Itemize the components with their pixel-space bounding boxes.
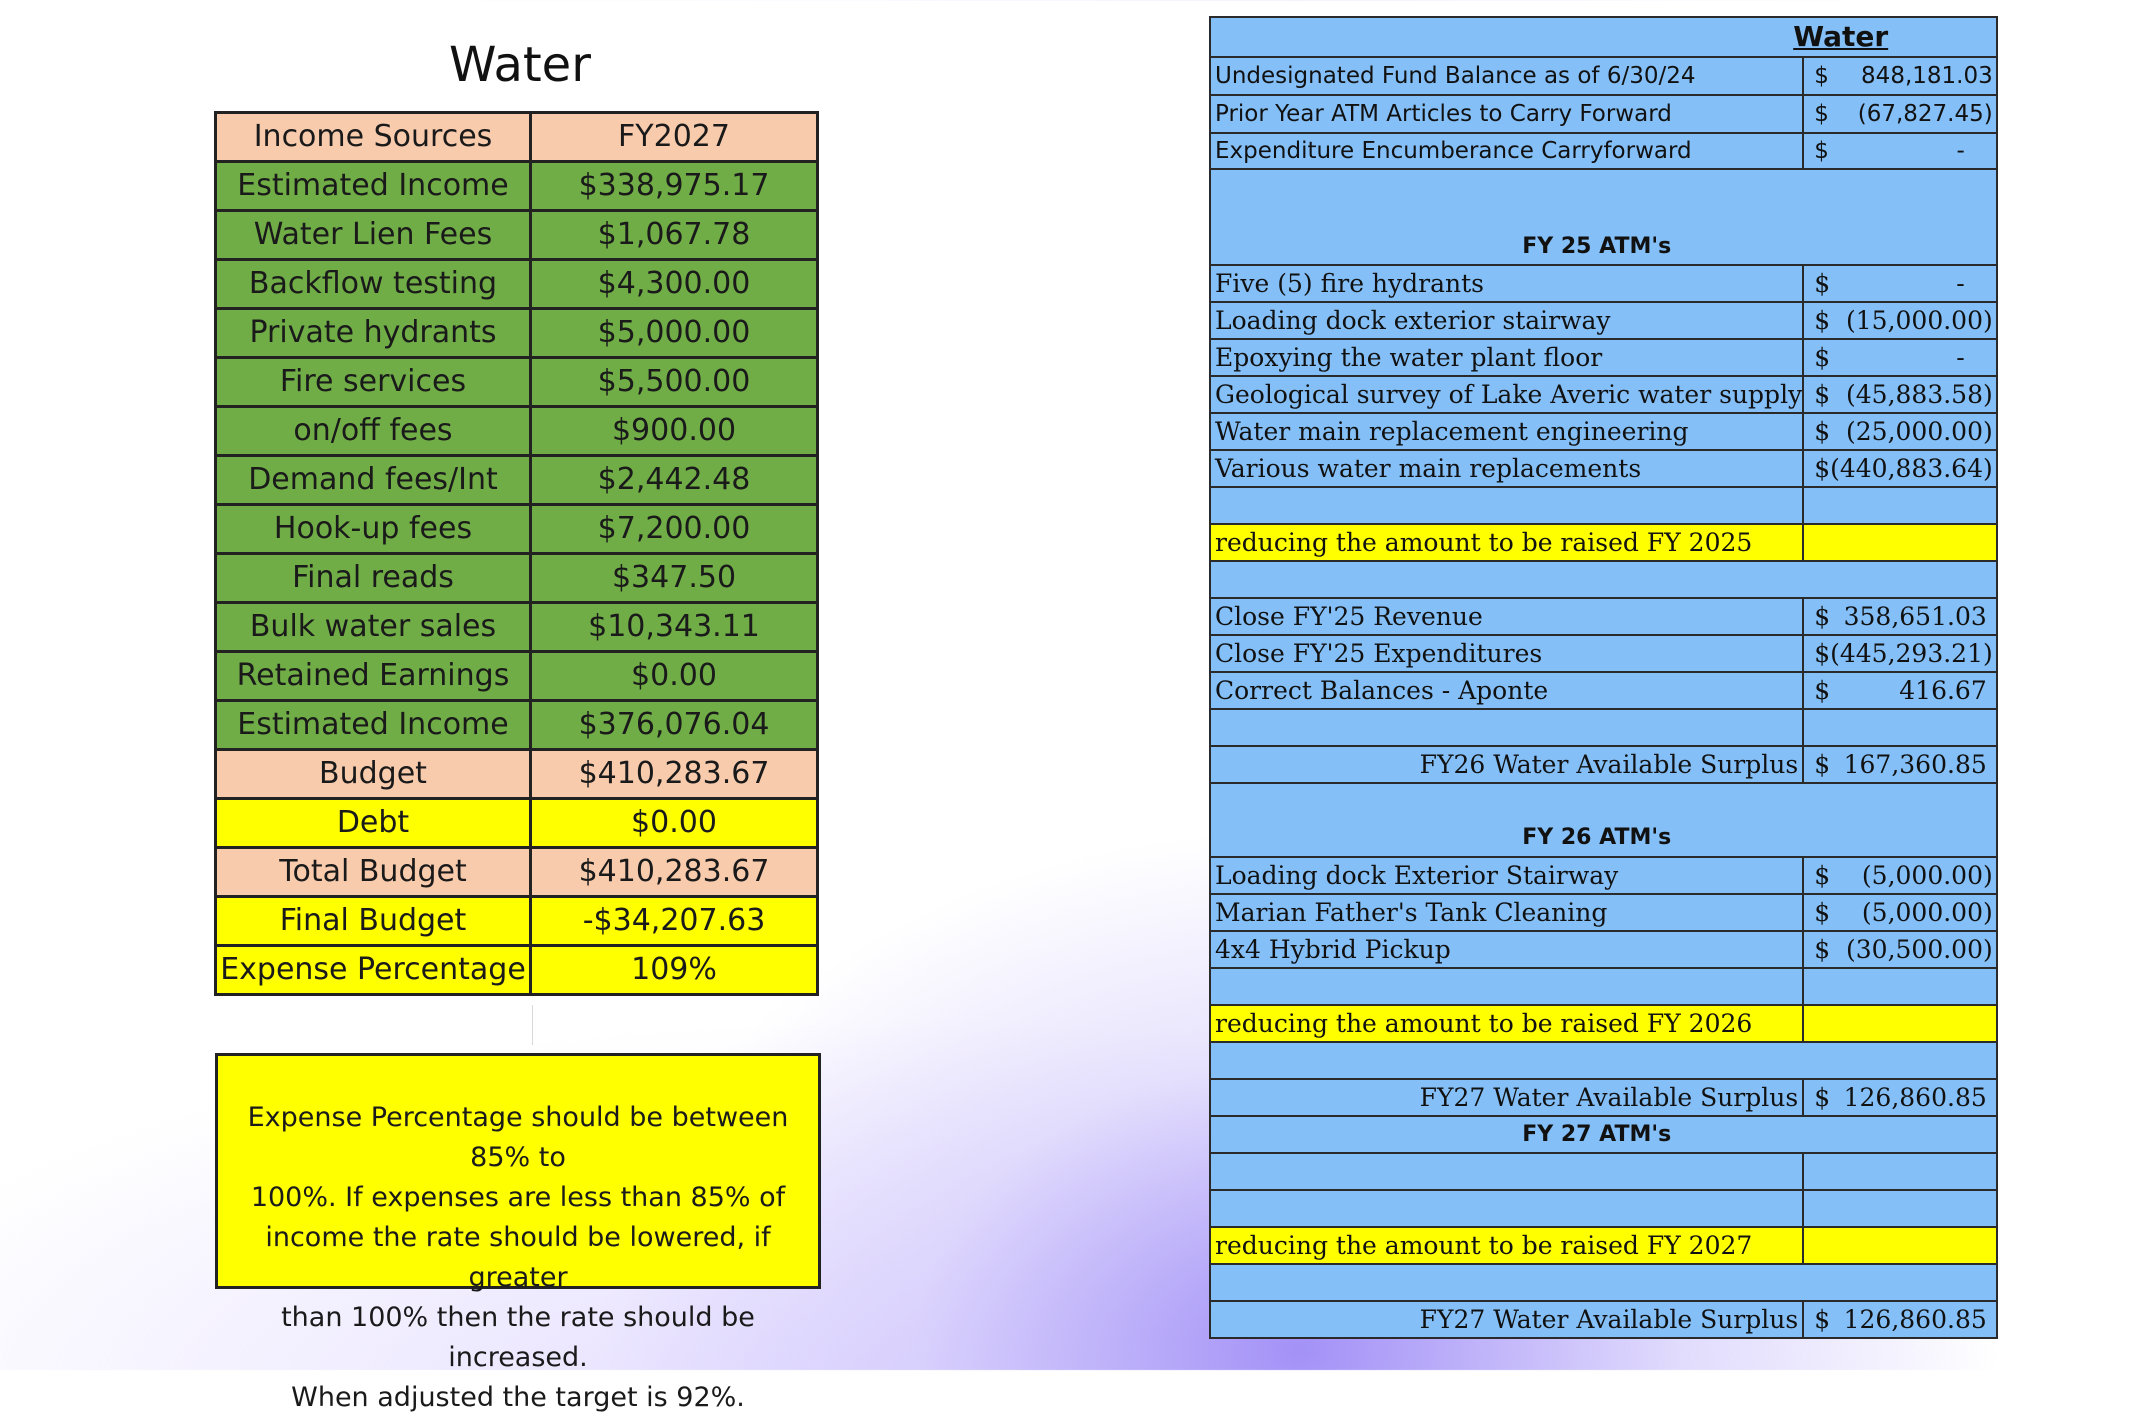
income-row-value: $410,283.67 bbox=[531, 750, 818, 799]
encumbrance-value: - bbox=[1956, 137, 1965, 164]
fy27-surplus-value: 126,860.85 bbox=[1843, 1083, 1987, 1112]
income-row-value: -$34,207.63 bbox=[531, 897, 818, 946]
blank-cell bbox=[1803, 1264, 1997, 1301]
blank-row bbox=[1210, 709, 1997, 746]
fy27-header: FY 27 ATM's bbox=[1522, 1121, 1672, 1147]
blank-cell bbox=[1210, 561, 1803, 598]
income-row-label: Private hydrants bbox=[216, 309, 531, 358]
income-row-label: Bulk water sales bbox=[216, 603, 531, 652]
close-item-value: 416.67 bbox=[1899, 676, 1987, 705]
currency-symbol: $ bbox=[1814, 62, 1829, 89]
note-line: than 100% then the rate should be increased. bbox=[281, 1302, 755, 1373]
expense-percentage-note bbox=[215, 1053, 821, 1413]
fy27-header-right bbox=[1803, 1116, 1997, 1153]
fy25-item-label: Loading dock exterior stairway bbox=[1210, 302, 1803, 339]
fy26-item-row bbox=[1210, 894, 1997, 931]
income-row bbox=[216, 701, 818, 750]
income-row-label: Demand fees/Int bbox=[216, 456, 531, 505]
income-row-value: $410,283.67 bbox=[531, 848, 818, 897]
fy26-item-row bbox=[1210, 857, 1997, 894]
fy26-item-row bbox=[1210, 931, 1997, 968]
fy26-header: FY 26 ATM's bbox=[1522, 825, 1672, 850]
fy25-item-value: (45,883.58) bbox=[1846, 380, 1993, 409]
blank-row bbox=[1210, 487, 1997, 524]
income-sources-body bbox=[216, 113, 818, 995]
fy25-header: FY 25 ATM's bbox=[1522, 233, 1672, 259]
prior-year-value: (67,827.45) bbox=[1857, 100, 1993, 127]
income-row-value: $10,343.11 bbox=[531, 603, 818, 652]
close-item-row bbox=[1210, 672, 1997, 709]
blank-cell bbox=[1210, 709, 1803, 746]
undesignated-value: 848,181.03 bbox=[1861, 62, 1993, 89]
income-row-label: Estimated Income bbox=[216, 701, 531, 750]
fy25-item-row bbox=[1210, 413, 1997, 450]
currency-symbol: $ bbox=[1814, 343, 1831, 372]
currency-symbol: $ bbox=[1814, 454, 1831, 483]
income-row bbox=[216, 456, 818, 505]
income-row-label: Estimated Income bbox=[216, 162, 531, 211]
income-row bbox=[216, 652, 818, 701]
currency-symbol: $ bbox=[1814, 100, 1829, 127]
income-row-label: Final Budget bbox=[216, 897, 531, 946]
close-item-label: Close FY'25 Expenditures bbox=[1210, 635, 1803, 672]
income-row bbox=[216, 750, 818, 799]
blank-cell bbox=[1803, 561, 1997, 598]
fy27-header-row bbox=[1210, 1116, 1997, 1153]
blank-row bbox=[1210, 1264, 1997, 1301]
income-row-value: $1,067.78 bbox=[531, 211, 818, 260]
income-row bbox=[216, 505, 818, 554]
income-sources-header: Income Sources bbox=[216, 113, 531, 162]
income-row-value: $900.00 bbox=[531, 407, 818, 456]
income-row-value: $2,442.48 bbox=[531, 456, 818, 505]
water-header-left bbox=[1210, 17, 1889, 57]
currency-symbol: $ bbox=[1814, 602, 1831, 631]
fy25-item-row bbox=[1210, 339, 1997, 376]
left-sheet-title: Water bbox=[449, 37, 591, 93]
blank-cell bbox=[1803, 1153, 1997, 1190]
spacer-cell bbox=[1210, 783, 1803, 820]
undesignated-label: Undesignated Fund Balance as of 6/30/24 bbox=[1210, 57, 1803, 95]
reduce-2027-value bbox=[1803, 1227, 1997, 1264]
reduce-2025-row bbox=[1210, 524, 1997, 561]
close-item-row bbox=[1210, 635, 1997, 672]
fy25-item-label: Epoxying the water plant floor bbox=[1210, 339, 1803, 376]
fy26-surplus-value: 167,360.85 bbox=[1843, 750, 1987, 779]
income-row-label: Expense Percentage bbox=[216, 946, 531, 995]
currency-symbol: $ bbox=[1814, 676, 1831, 705]
income-row-value: $0.00 bbox=[531, 799, 818, 848]
note-line: income the rate should be lowered, if greater bbox=[265, 1222, 771, 1293]
close-item-value: 358,651.03 bbox=[1843, 602, 1987, 631]
reduce-2026-value bbox=[1803, 1005, 1997, 1042]
income-row-label: Fire services bbox=[216, 358, 531, 407]
currency-symbol: $ bbox=[1814, 750, 1831, 779]
undesignated-row bbox=[1210, 57, 1997, 95]
fy25-item-value: (25,000.00) bbox=[1846, 417, 1993, 446]
income-row-label: Final reads bbox=[216, 554, 531, 603]
reduce-2026-row bbox=[1210, 1005, 1997, 1042]
fy26-item-value: (30,500.00) bbox=[1846, 935, 1993, 964]
currency-symbol: $ bbox=[1814, 935, 1831, 964]
note-line: When adjusted the target is 92%. bbox=[291, 1382, 745, 1413]
income-row bbox=[216, 260, 818, 309]
fy26-header-cell bbox=[1210, 820, 1803, 857]
fy26-item-value: (5,000.00) bbox=[1861, 898, 1993, 927]
income-row-value: $4,300.00 bbox=[531, 260, 818, 309]
blank-cell bbox=[1210, 1264, 1803, 1301]
fy25-item-value: (440,883.64) bbox=[1830, 454, 1993, 483]
spacer-cell bbox=[1210, 169, 1803, 229]
fy25-item-label: Various water main replacements bbox=[1210, 450, 1803, 487]
fy25-item-label: Geological survey of Lake Averic water supply bbox=[1210, 376, 1803, 413]
right-header-row bbox=[1210, 17, 1997, 57]
blank-cell bbox=[1210, 968, 1803, 1005]
fy27-surplus-label: FY27 Water Available Surplus bbox=[1210, 1079, 1803, 1116]
income-row-label: Budget bbox=[216, 750, 531, 799]
note-line: 100%. If expenses are less than 85% of bbox=[250, 1182, 786, 1213]
income-row-label: Retained Earnings bbox=[216, 652, 531, 701]
income-row-label: Backflow testing bbox=[216, 260, 531, 309]
blank-cell bbox=[1803, 709, 1997, 746]
blank-cell bbox=[1210, 1042, 1803, 1079]
fy25-item-row bbox=[1210, 376, 1997, 413]
income-row-value: $7,200.00 bbox=[531, 505, 818, 554]
fy26-item-label: Marian Father's Tank Cleaning bbox=[1210, 894, 1803, 931]
fy27-surplus-final-label: FY27 Water Available Surplus bbox=[1210, 1301, 1803, 1338]
income-row bbox=[216, 897, 818, 946]
blank-row bbox=[214, 1005, 822, 1045]
income-row bbox=[216, 358, 818, 407]
fy27-header-cell bbox=[1210, 1116, 1803, 1153]
fy27-surplus-final-value: 126,860.85 bbox=[1843, 1305, 1987, 1334]
reduce-2025-label: reducing the amount to be raised FY 2025 bbox=[1210, 524, 1803, 561]
blank-cell bbox=[1803, 968, 1997, 1005]
fy26-item-value: (5,000.00) bbox=[1861, 861, 1993, 890]
encumbrance-label: Expenditure Encumberance Carryforward bbox=[1210, 133, 1803, 169]
reduce-2027-row bbox=[1210, 1227, 1997, 1264]
income-row bbox=[216, 309, 818, 358]
income-row bbox=[216, 554, 818, 603]
reduce-2027-label: reducing the amount to be raised FY 2027 bbox=[1210, 1227, 1803, 1264]
fy26-item-label: 4x4 Hybrid Pickup bbox=[1210, 931, 1803, 968]
blank-row bbox=[1210, 968, 1997, 1005]
close-item-label: Correct Balances - Aponte bbox=[1210, 672, 1803, 709]
currency-symbol: $ bbox=[1814, 137, 1829, 164]
income-row-value: $0.00 bbox=[531, 652, 818, 701]
close-item-row bbox=[1210, 598, 1997, 635]
note-line: Expense Percentage should be between 85% to bbox=[247, 1102, 789, 1173]
currency-symbol: $ bbox=[1814, 306, 1831, 335]
blank-row bbox=[1210, 1042, 1997, 1079]
income-row-label: on/off fees bbox=[216, 407, 531, 456]
fy26-item-label: Loading dock Exterior Stairway bbox=[1210, 857, 1803, 894]
spacer-row bbox=[1210, 783, 1997, 820]
fy26-header-row bbox=[1210, 820, 1997, 857]
income-header-row bbox=[216, 113, 818, 162]
spacer-row bbox=[1210, 169, 1997, 229]
spacer-cell bbox=[1803, 169, 1997, 229]
currency-symbol: $ bbox=[1814, 898, 1831, 927]
fy25-header-cell bbox=[1210, 229, 1803, 265]
income-row bbox=[216, 211, 818, 260]
blank-cell bbox=[1210, 487, 1803, 524]
blank-row bbox=[1210, 1153, 1997, 1190]
fy27-surplus-row bbox=[1210, 1079, 1997, 1116]
blank-cell bbox=[1210, 1190, 1803, 1227]
fy25-header-right bbox=[1803, 229, 1997, 265]
fy25-item-row bbox=[1210, 265, 1997, 302]
prior-year-label: Prior Year ATM Articles to Carry Forward bbox=[1210, 95, 1803, 133]
income-row-label: Total Budget bbox=[216, 848, 531, 897]
income-row bbox=[216, 848, 818, 897]
blank-row bbox=[1210, 1190, 1997, 1227]
fy25-item-row bbox=[1210, 450, 1997, 487]
blank-row-divider bbox=[532, 1005, 533, 1045]
income-row-value: $347.50 bbox=[531, 554, 818, 603]
income-row-label: Debt bbox=[216, 799, 531, 848]
fy26-surplus-row bbox=[1210, 746, 1997, 783]
currency-symbol: $ bbox=[1814, 269, 1831, 298]
income-row-value: 109% bbox=[531, 946, 818, 995]
income-row bbox=[216, 799, 818, 848]
income-row-value: $376,076.04 bbox=[531, 701, 818, 750]
blank-cell bbox=[1803, 487, 1997, 524]
income-row-value: $5,000.00 bbox=[531, 309, 818, 358]
close-item-label: Close FY'25 Revenue bbox=[1210, 598, 1803, 635]
fy25-item-label: Five (5) fire hydrants bbox=[1210, 265, 1803, 302]
reduce-2025-value bbox=[1803, 524, 1997, 561]
currency-symbol: $ bbox=[1814, 1083, 1831, 1112]
prior-year-row bbox=[1210, 95, 1997, 133]
fy25-item-value: (15,000.00) bbox=[1846, 306, 1993, 335]
income-sources-table bbox=[214, 111, 819, 996]
blank-row bbox=[1210, 561, 1997, 598]
blank-cell bbox=[1803, 1190, 1997, 1227]
fy27-surplus-final-row bbox=[1210, 1301, 1997, 1338]
income-row bbox=[216, 407, 818, 456]
spacer-cell bbox=[1803, 783, 1997, 820]
currency-symbol: $ bbox=[1814, 380, 1831, 409]
income-row bbox=[216, 946, 818, 995]
blank-cell bbox=[1803, 1042, 1997, 1079]
encumbrance-row bbox=[1210, 133, 1997, 169]
currency-symbol: $ bbox=[1814, 1305, 1831, 1334]
currency-symbol: $ bbox=[1814, 861, 1831, 890]
currency-symbol: $ bbox=[1814, 417, 1831, 446]
close-item-value: (445,293.21) bbox=[1830, 639, 1993, 668]
water-surplus-table bbox=[1209, 16, 1998, 1339]
income-row-value: $338,975.17 bbox=[531, 162, 818, 211]
fy26-surplus-label: FY26 Water Available Surplus bbox=[1210, 746, 1803, 783]
fy25-item-value: - bbox=[1956, 269, 1965, 298]
water-header: Water bbox=[1793, 20, 1889, 53]
income-row-label: Water Lien Fees bbox=[216, 211, 531, 260]
income-row bbox=[216, 603, 818, 652]
currency-symbol: $ bbox=[1814, 639, 1831, 668]
fiscal-year-header: FY2027 bbox=[531, 113, 818, 162]
income-row-label: Hook-up fees bbox=[216, 505, 531, 554]
fy25-header-row bbox=[1210, 229, 1997, 265]
fy25-item-value: - bbox=[1956, 343, 1965, 372]
income-row-value: $5,500.00 bbox=[531, 358, 818, 407]
reduce-2026-label: reducing the amount to be raised FY 2026 bbox=[1210, 1005, 1803, 1042]
fy25-item-label: Water main replacement engineering bbox=[1210, 413, 1803, 450]
income-row bbox=[216, 162, 818, 211]
fy26-header-right bbox=[1803, 820, 1997, 857]
blank-cell bbox=[1210, 1153, 1803, 1190]
fy25-item-row bbox=[1210, 302, 1997, 339]
